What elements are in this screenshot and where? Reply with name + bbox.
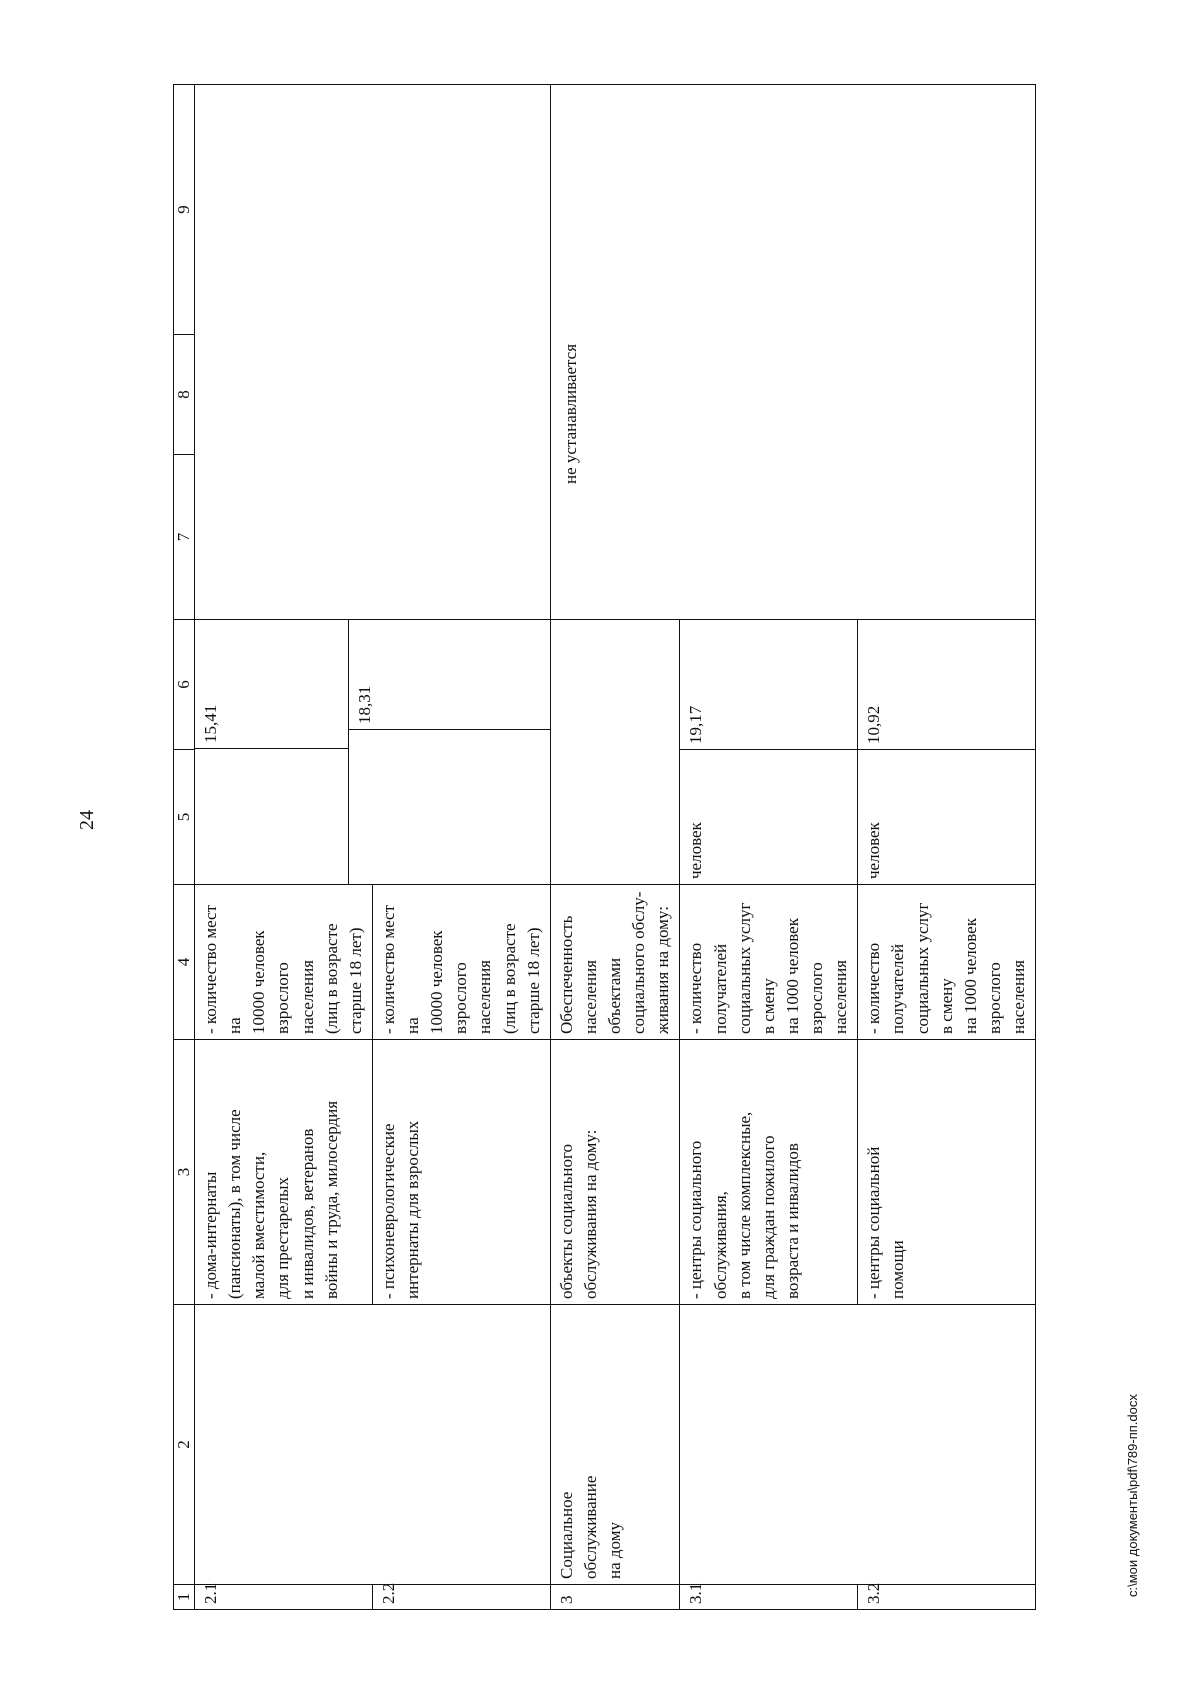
- indicator-cell: - количество мест на 10000 человек взрослого населения (лиц в возрасте старше 18 лет): [195, 885, 373, 1040]
- header-col-9: 9: [174, 85, 195, 335]
- table-row-3: [550, 85, 680, 1610]
- service-type-cell: [195, 1305, 551, 1585]
- rotated-table-container: [173, 85, 1028, 1610]
- facility-type-cell: - психоневрологические интернаты для взрослых: [372, 1040, 550, 1305]
- empty-cell: [550, 620, 680, 885]
- indicator-cell: - количество получателей социальных услуг в смену на 1000 человек взрослого населения: [680, 885, 858, 1040]
- unit-cell: человек: [680, 750, 858, 885]
- row-number: 2.2: [372, 1585, 550, 1610]
- service-type-cell: [680, 1305, 1036, 1585]
- unit-cell: человек: [858, 750, 1036, 885]
- header-col-4: 4: [174, 885, 195, 1040]
- empty-merged-cell: [195, 85, 551, 620]
- footer-file-path: c:\мои документы\pdf\789-пп.docx: [1125, 1394, 1140, 1597]
- row-number: 3.1: [680, 1585, 858, 1610]
- norm-value-cell: 10,92: [858, 620, 1036, 750]
- header-col-3: 3: [174, 1040, 195, 1305]
- facility-type-cell: - дома-интернаты (пансионаты), в том числе малой вместимости, для престарелых и инвалидов, ветеранов войны и труда, милосердия: [195, 1040, 373, 1305]
- header-col-1: 1: [174, 1585, 195, 1610]
- split-lower: [349, 620, 550, 884]
- unit-empty: [349, 730, 550, 884]
- indicator-cell: Обеспеченность населения объектами социального обслу- живания на дому:: [550, 885, 680, 1040]
- norm-not-set-text: не устанавливается: [560, 343, 580, 484]
- header-col-8: 8: [174, 335, 195, 455]
- norm-not-set-cell: [550, 85, 1035, 620]
- units-value-split: [195, 620, 550, 884]
- units-value-split-cell: [195, 620, 551, 885]
- indicator-cell: - количество мест на 10000 человек взрослого населения (лиц в возрасте старше 18 лет): [372, 885, 550, 1040]
- indicator-cell: - количество получателей социальных услуг в смену на 1000 человек взрослого населения: [858, 885, 1036, 1040]
- header-col-5: 5: [174, 750, 195, 885]
- header-row: [174, 85, 195, 1610]
- service-type-cell: Социальное обслуживание на дому: [550, 1305, 680, 1585]
- norm-value: 15,41: [195, 620, 348, 749]
- split-upper: [195, 620, 349, 884]
- header-col-6: 6: [174, 620, 195, 750]
- facility-type-cell: - центры социального обслуживания, в том числе комплексные, для граждан пожилого возраста и инвалидов: [680, 1040, 858, 1305]
- row-number: 3: [550, 1585, 680, 1610]
- page-number: 24: [76, 810, 98, 830]
- header-col-2: 2: [174, 1305, 195, 1585]
- norm-value-cell: 19,17: [680, 620, 858, 750]
- row-number: 3.2: [858, 1585, 1036, 1610]
- facility-type-cell: объекты социального обслуживания на дому:: [550, 1040, 680, 1305]
- table-row-2-1: [195, 85, 373, 1610]
- norms-table: [173, 84, 1036, 1610]
- unit-empty: [195, 749, 348, 884]
- row-number: 2.1: [195, 1585, 373, 1610]
- norm-value: 18,31: [349, 620, 550, 730]
- facility-type-cell: - центры социальной помощи: [858, 1040, 1036, 1305]
- header-col-7: 7: [174, 455, 195, 620]
